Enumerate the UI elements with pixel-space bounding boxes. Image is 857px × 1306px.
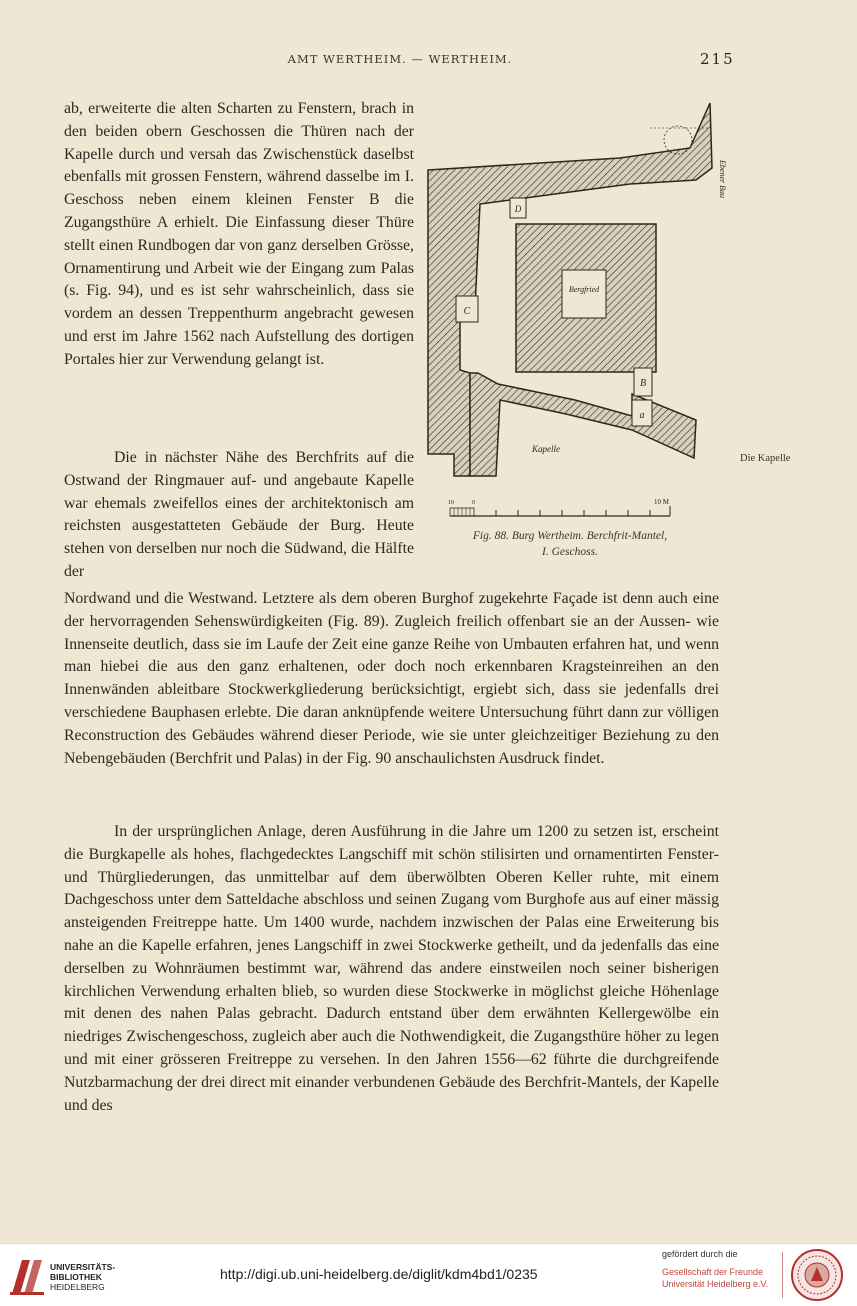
university-seal-icon	[790, 1248, 844, 1302]
ub-logo-icon	[8, 1254, 48, 1298]
page-number: 215	[700, 50, 735, 68]
scale-left: 10	[448, 500, 454, 506]
library-line-3: HEIDELBERG	[50, 1282, 105, 1292]
label-c: C	[463, 306, 471, 317]
running-title: AMT WERTHEIM. — WERTHEIM.	[287, 52, 513, 66]
footer-divider	[782, 1252, 783, 1298]
label-b: B	[639, 378, 647, 389]
permalink-url[interactable]: http://digi.ub.uni-heidelberg.de/diglit/kdm4bd1/0235	[220, 1266, 538, 1282]
footer-bar	[0, 1243, 857, 1306]
sponsor-line-1: Gesellschaft der Freunde	[662, 1267, 764, 1277]
sponsor-line-2: Universität Heidelberg e.V.	[662, 1279, 769, 1289]
berchfrit-label: Bergfried	[568, 285, 600, 294]
floor-plan-drawing	[420, 98, 738, 518]
library-name	[50, 1262, 115, 1292]
library-line-2: BIBLIOTHEK	[50, 1272, 102, 1282]
sponsor-name	[662, 1266, 768, 1290]
label-d: D	[514, 204, 522, 214]
paragraph-2: Die in nächster Nähe des Berchfrits auf die Ostwand der Ringmauer auf- und angebaute Kapelle war ehemals zweifellos eines der architektonisch am reichsten ausgestatteten Gebäude der Burg. Heute stehen von derselben nur noch die Südwand, die Hälfte der	[64, 449, 414, 580]
figure-caption	[420, 528, 720, 560]
floor-plan-figure	[420, 98, 738, 518]
caption-line-1: Fig. 88. Burg Wertheim. Berchfrit-Mantel,	[472, 530, 668, 542]
paragraph-3: Nordwand und die Westwand. Letztere als dem oberen Burghof zugekehrte Façade ist denn auch eine der hervorragenden Sehenswürdigkeiten (Fig. 89). Zugleich freilich offenbart sie an der Aussen- wie Innenseite deutlich, dass sie im Laufe der Zeit eine ganze Reihe von Umbauten erfahren hat, und wenn man hiebei die aus den ganz erhaltenen, oder doch noch erkennbaren Kragsteinreihen an den Innenwänden ableitbare Stockwerkgliederung berücksichtigt, ergiebt sich, dass sie jedenfalls drei verschiedene Bauphasen erlebte. Die daran anknüpfende weitere Untersuchung führt dann zur völligen Reconstruction des Gebäudes während dieser Periode, wie sie unter gleichzeitiger Beziehung zu den Nebengebäuden (Berchfrit und Palas) in der Fig. 90 anschaulichsten Ausdruck findet.	[64, 590, 719, 767]
scale-right: 10 M	[654, 498, 669, 506]
scale-zero: 0	[472, 500, 475, 506]
ebene-bau-label: Ebener Bau	[718, 160, 727, 198]
library-line-1: UNIVERSITÄTS-	[50, 1262, 116, 1272]
label-a: a	[639, 410, 645, 421]
berchfrit-label-box	[562, 270, 606, 318]
paragraph-1: ab, erweiterte die alten Scharten zu Fenstern, brach in den beiden obern Geschossen die Thüren nach der Kapelle durch und versah das Zwischenstück daselbst ebenfalls mit grossen Fenstern, während dasselbe im I. Geschoss neben einem kleinen Fenster B die Zugangsthüre A erhielt. Die Einfassung dieser Thüre stellt einen Rundbogen dar von ganz derselben Grösse, Ornamentirung und Arbeit wie der Eingang zum Palas (s. Fig. 94), und es ist sehr wahrscheinlich, dass sie vordem an dessen Treppenthurm angebracht gewesen und erst im Jahre 1562 nach Aufstellung des dortigen Portales hier zur Verwendung gelangt ist.	[64, 100, 414, 368]
scale-bar	[448, 498, 670, 516]
chapel-wall	[470, 373, 696, 476]
margin-note: Die Kapelle	[740, 453, 791, 464]
sponsor-label: gefördert durch die	[662, 1249, 738, 1259]
caption-line-2: I. Geschoss.	[542, 546, 598, 558]
paragraph-4: In der ursprünglichen Anlage, deren Ausführung in die Jahre um 1200 zu setzen ist, erscheint die Burgkapelle als hohes, flachgedecktes Langschiff mit schön stilisirten und ornamentirten Fenster- und Thürgliederungen, das unmittelbar auf dem überwölbten Oberen Keller ruhte, mit einem Dachgeschoss unter dem Satteldache abschloss und seinen Zugang vom Burghofe aus auf einer mässig ansteigenden Freitreppe hatte. Um 1400 wurde, nachdem inzwischen der Palas eine Erweiterung bis nahe an die Kapelle erfahren, jenes Langschiff in zwei Stockwerke getheilt, und da jedenfalls das eine derselben zu Wohnräumen bestimmt war, während das andere einstweilen noch seiner bisherigen kirchlichen Verwendung erhalten blieb, so wurden diese Stockwerke in möglichst gleiche Höhenlage mit denen des nahen Palas gebracht. Dadurch entstand über dem erwähnten Kellergewölbe ein niedriges Zwischengeschoss, zugleich aber auch die Nothwendigkeit, die Zugangsthüre höher zu legen und mit einer grösseren Freitreppe zu versehen. In den Jahren 1556—62 führte die durchgreifende Nutzbarmachung der drei direct mit einander verbundenen Gebäude des Berchfrit-Mantels, der Kapelle und des	[64, 823, 719, 1114]
kapelle-label: Kapelle	[532, 444, 560, 454]
